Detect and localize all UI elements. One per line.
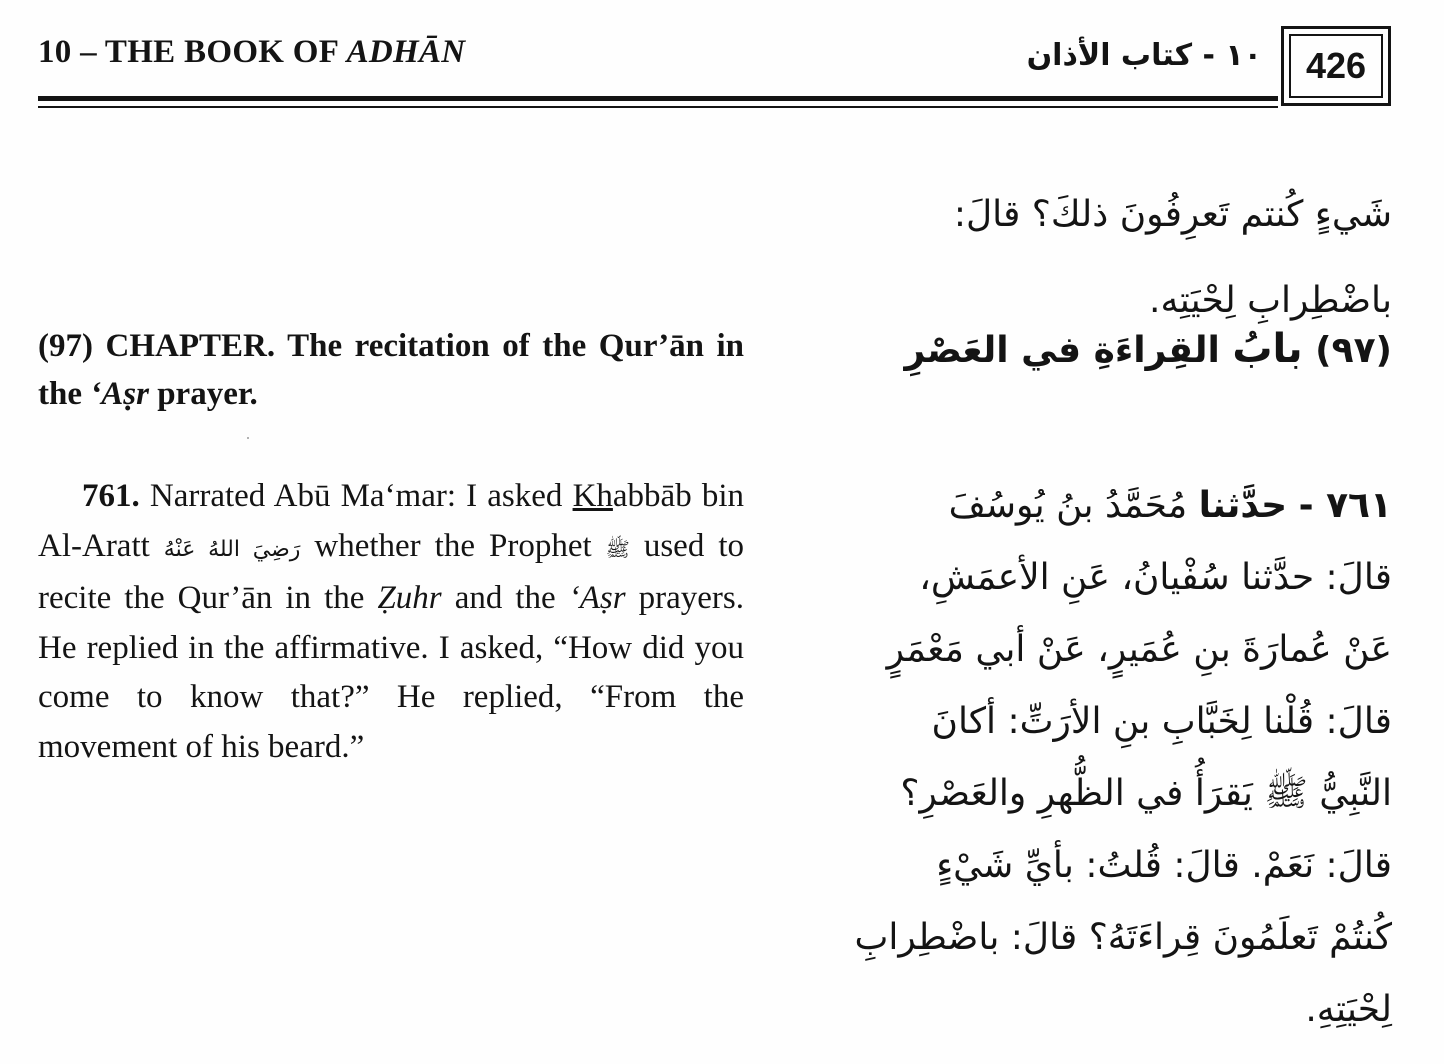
arabic-line: لِحْيَتِهِ. xyxy=(1305,989,1392,1030)
arabic-line: عَنْ عُمارَةَ بنِ عُمَيرٍ، عَنْ أبي مَعْمَرٍ xyxy=(886,629,1392,670)
header-rule-thick xyxy=(38,96,1278,101)
running-header-arabic: ١٠ - كتاب الأذان xyxy=(1026,38,1262,73)
arabic-line: كُنتُمْ تَعلَمُونَ قِراءَتَهُ؟ قالَ: باضْطِرابِ xyxy=(854,917,1392,958)
radi-allahu-anhu-honorific: رَضِيَ اللهُ عَنْهُ xyxy=(163,536,301,562)
english-text: used to recite the Qur’ān in the xyxy=(38,527,744,616)
arabic-line xyxy=(792,470,1392,542)
arabic-line: قالَ: قُلْنا لِخَبَّابِ بنِ الأرَتِّ: أكانَ xyxy=(931,701,1392,742)
english-text-underlined: Kh xyxy=(572,478,613,514)
english-text-italic: Ẓuhr xyxy=(377,580,442,616)
arabic-line: النَّبِيُّ ﷺ يَقرَأُ في الظُّهرِ والعَصْرِ؟ xyxy=(900,773,1392,814)
english-text: Narrated Abū Ma‘mar: I asked xyxy=(139,478,573,514)
arabic-previous-hadith-end xyxy=(792,172,1392,344)
arabic-line: قالَ: نَعَمْ. قالَ: قُلتُ: بأيِّ شَيْءٍ xyxy=(936,845,1392,886)
arabic-line: شَيءٍ كُنتم تَعرِفُونَ ذلكَ؟ قالَ: xyxy=(953,194,1392,235)
english-text: and the xyxy=(441,580,569,616)
arabic-chapter-bab: بابُ xyxy=(1232,326,1303,372)
arabic-line: باضْطِرابِ لِحْيَتِه. xyxy=(1149,280,1392,321)
arabic-line-text: مُحَمَّدُ بنُ يُوسُفَ xyxy=(948,485,1188,526)
arabic-chapter-number: (٩٧) xyxy=(1315,330,1392,371)
english-hadith-761 xyxy=(38,472,744,772)
arabic-chapter-heading xyxy=(792,326,1392,372)
english-hadith-number: 761. xyxy=(82,478,140,514)
header-rule-thin xyxy=(38,106,1278,108)
header-book-title: 10 – THE BOOK OF xyxy=(38,34,347,70)
salawat-honorific: ﷺ xyxy=(605,536,630,561)
english-chapter-suffix: prayer. xyxy=(148,376,258,412)
page-number: 426 xyxy=(1305,45,1367,86)
english-text-italic: ‘Aṣr xyxy=(568,580,626,616)
header-book-title-italic: ADHĀN xyxy=(346,34,466,70)
arabic-hadith-761 xyxy=(792,470,1392,1046)
print-speck xyxy=(247,437,249,439)
arabic-chapter-title: القِراءَةِ في العَصْرِ xyxy=(904,330,1220,371)
english-text: prayers. He replied in the affirmative. I asked, “How did you come to know that?” He replied, “From the movement of his beard.” xyxy=(38,580,744,765)
arabic-line: قالَ: حدَّثنا سُفْيانُ، عَنِ الأعمَشِ، xyxy=(919,557,1392,598)
english-chapter-prefix: (97) CHAPTER. The recitation of the Qur’ān in the xyxy=(38,328,744,412)
english-chapter-heading xyxy=(38,322,744,418)
english-text: whether the Prophet xyxy=(300,527,606,564)
arabic-haddathana: حدَّثنا xyxy=(1198,485,1288,526)
english-text: abbāb bin Al-Aratt xyxy=(38,478,745,564)
english-chapter-italic: ‘Aṣr xyxy=(90,376,149,412)
running-header-english xyxy=(38,34,465,71)
page-number-frame xyxy=(1281,26,1391,106)
arabic-hadith-number: ٧٦١ - xyxy=(1298,485,1392,526)
